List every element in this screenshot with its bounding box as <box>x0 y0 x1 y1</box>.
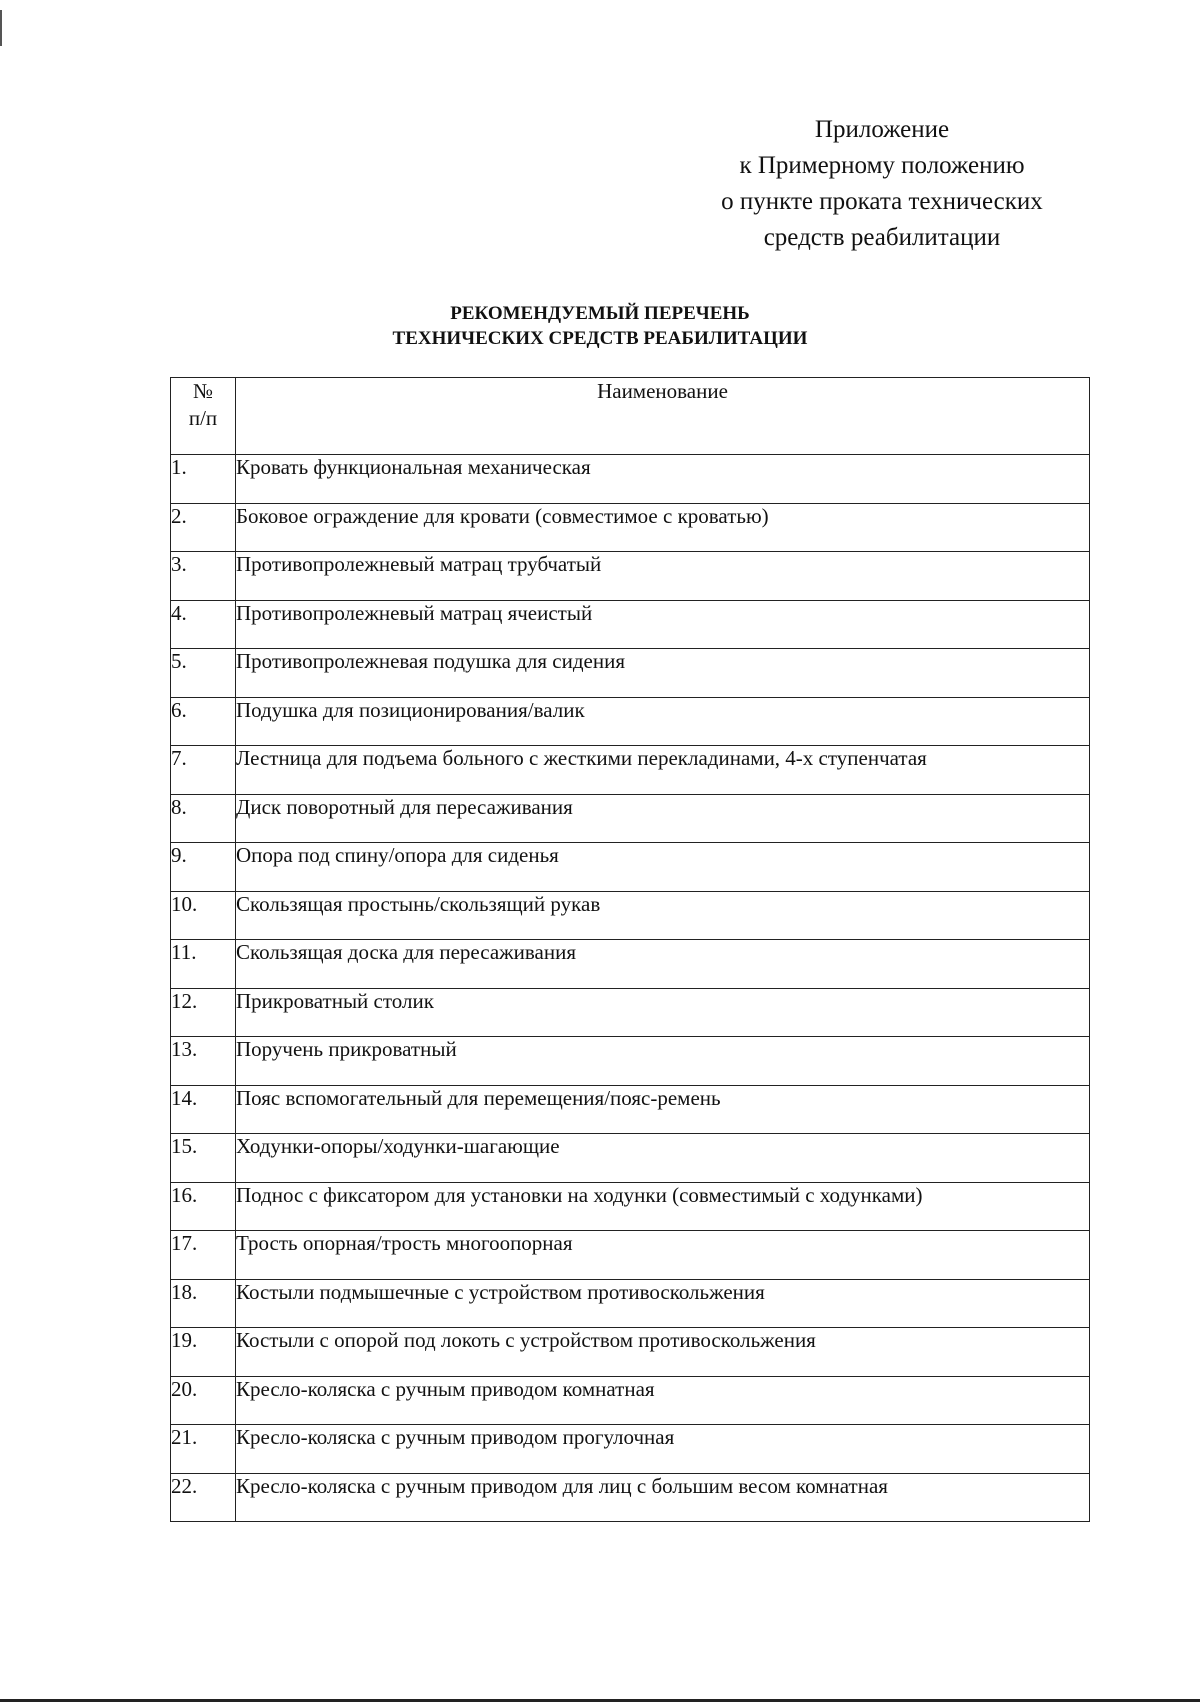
row-number-cell: 13. <box>171 1037 236 1086</box>
header-number-cell <box>171 378 236 455</box>
row-number-cell: 12. <box>171 988 236 1037</box>
row-number-cell: 18. <box>171 1279 236 1328</box>
table-row <box>171 940 1090 989</box>
table-row <box>171 1134 1090 1183</box>
row-name-cell: Подушка для позиционирования/валик <box>236 697 1090 746</box>
row-name-cell: Противопролежневый матрац ячеистый <box>236 600 1090 649</box>
row-number-cell: 10. <box>171 891 236 940</box>
table-row <box>171 697 1090 746</box>
table-row <box>171 794 1090 843</box>
table-row <box>171 455 1090 504</box>
row-name-cell: Костыли подмышечные с устройством противоскольжения <box>236 1279 1090 1328</box>
row-name-cell: Скользящая простынь/скользящий рукав <box>236 891 1090 940</box>
row-number-cell: 3. <box>171 552 236 601</box>
table-row <box>171 1425 1090 1474</box>
row-number-cell: 5. <box>171 649 236 698</box>
table-body <box>171 455 1090 1522</box>
table-row <box>171 1037 1090 1086</box>
table-row <box>171 1279 1090 1328</box>
table-row <box>171 1182 1090 1231</box>
scan-bottom-edge <box>0 1699 1200 1702</box>
annex-line-3: о пункте проката технических <box>721 188 1043 215</box>
table-row <box>171 649 1090 698</box>
table-row <box>171 843 1090 892</box>
annex-line-2: к Примерному положению <box>739 152 1025 179</box>
row-name-cell: Костыли с опорой под локоть с устройством противоскольжения <box>236 1328 1090 1377</box>
title-line-1: РЕКОМЕНДУЕМЫЙ ПЕРЕЧЕНЬ <box>450 303 750 324</box>
row-number-cell: 19. <box>171 1328 236 1377</box>
row-number-cell: 9. <box>171 843 236 892</box>
row-number-cell: 15. <box>171 1134 236 1183</box>
title-line-2: ТЕХНИЧЕСКИХ СРЕДСТВ РЕАБИЛИТАЦИИ <box>392 328 808 349</box>
row-name-cell: Пояс вспомогательный для перемещения/пояс-ремень <box>236 1085 1090 1134</box>
annex-line-4: средств реабилитации <box>763 224 1001 251</box>
table-row <box>171 746 1090 795</box>
row-number-cell: 16. <box>171 1182 236 1231</box>
row-name-cell: Трость опорная/трость многоопорная <box>236 1231 1090 1280</box>
header-name-cell: Наименование <box>236 378 1090 455</box>
row-name-cell: Ходунки-опоры/ходунки-шагающие <box>236 1134 1090 1183</box>
table-row <box>171 1376 1090 1425</box>
row-number-cell: 4. <box>171 600 236 649</box>
row-name-cell: Кровать функциональная механическая <box>236 455 1090 504</box>
row-number-cell: 11. <box>171 940 236 989</box>
row-number-cell: 14. <box>171 1085 236 1134</box>
row-name-cell: Прикроватный столик <box>236 988 1090 1037</box>
table-row <box>171 1231 1090 1280</box>
row-name-cell: Поручень прикроватный <box>236 1037 1090 1086</box>
table-row <box>171 600 1090 649</box>
row-name-cell: Противопролежневая подушка для сидения <box>236 649 1090 698</box>
table-row <box>171 552 1090 601</box>
row-number-cell: 8. <box>171 794 236 843</box>
table-row <box>171 1328 1090 1377</box>
table-row <box>171 988 1090 1037</box>
header-number-symbol: № <box>192 379 214 403</box>
row-name-cell: Лестница для подъема больного с жесткими перекладинами, 4-х ступенчатая <box>236 746 1090 795</box>
annex-block <box>682 112 1082 256</box>
document-title <box>0 301 1200 351</box>
row-name-cell: Кресло-коляска с ручным приводом прогулочная <box>236 1425 1090 1474</box>
annex-line-1: Приложение <box>814 116 950 143</box>
table-row <box>171 891 1090 940</box>
row-name-cell: Диск поворотный для пересаживания <box>236 794 1090 843</box>
scan-edge-mark <box>0 10 2 46</box>
row-number-cell: 1. <box>171 455 236 504</box>
table-header-row <box>171 378 1090 455</box>
equipment-table <box>170 377 1090 1522</box>
header-number-abbrev: п/п <box>188 406 218 430</box>
row-number-cell: 2. <box>171 503 236 552</box>
row-name-cell: Противопролежневый матрац трубчатый <box>236 552 1090 601</box>
row-name-cell: Кресло-коляска с ручным приводом комнатная <box>236 1376 1090 1425</box>
row-name-cell: Опора под спину/опора для сиденья <box>236 843 1090 892</box>
table-row <box>171 1085 1090 1134</box>
row-name-cell: Кресло-коляска с ручным приводом для лиц с большим весом комнатная <box>236 1473 1090 1522</box>
row-number-cell: 17. <box>171 1231 236 1280</box>
row-number-cell: 6. <box>171 697 236 746</box>
row-number-cell: 22. <box>171 1473 236 1522</box>
row-number-cell: 20. <box>171 1376 236 1425</box>
row-name-cell: Боковое ограждение для кровати (совместимое с кроватью) <box>236 503 1090 552</box>
row-name-cell: Скользящая доска для пересаживания <box>236 940 1090 989</box>
row-number-cell: 21. <box>171 1425 236 1474</box>
row-name-cell: Поднос с фиксатором для установки на ходунки (совместимый с ходунками) <box>236 1182 1090 1231</box>
row-number-cell: 7. <box>171 746 236 795</box>
table-row <box>171 1473 1090 1522</box>
table-row <box>171 503 1090 552</box>
